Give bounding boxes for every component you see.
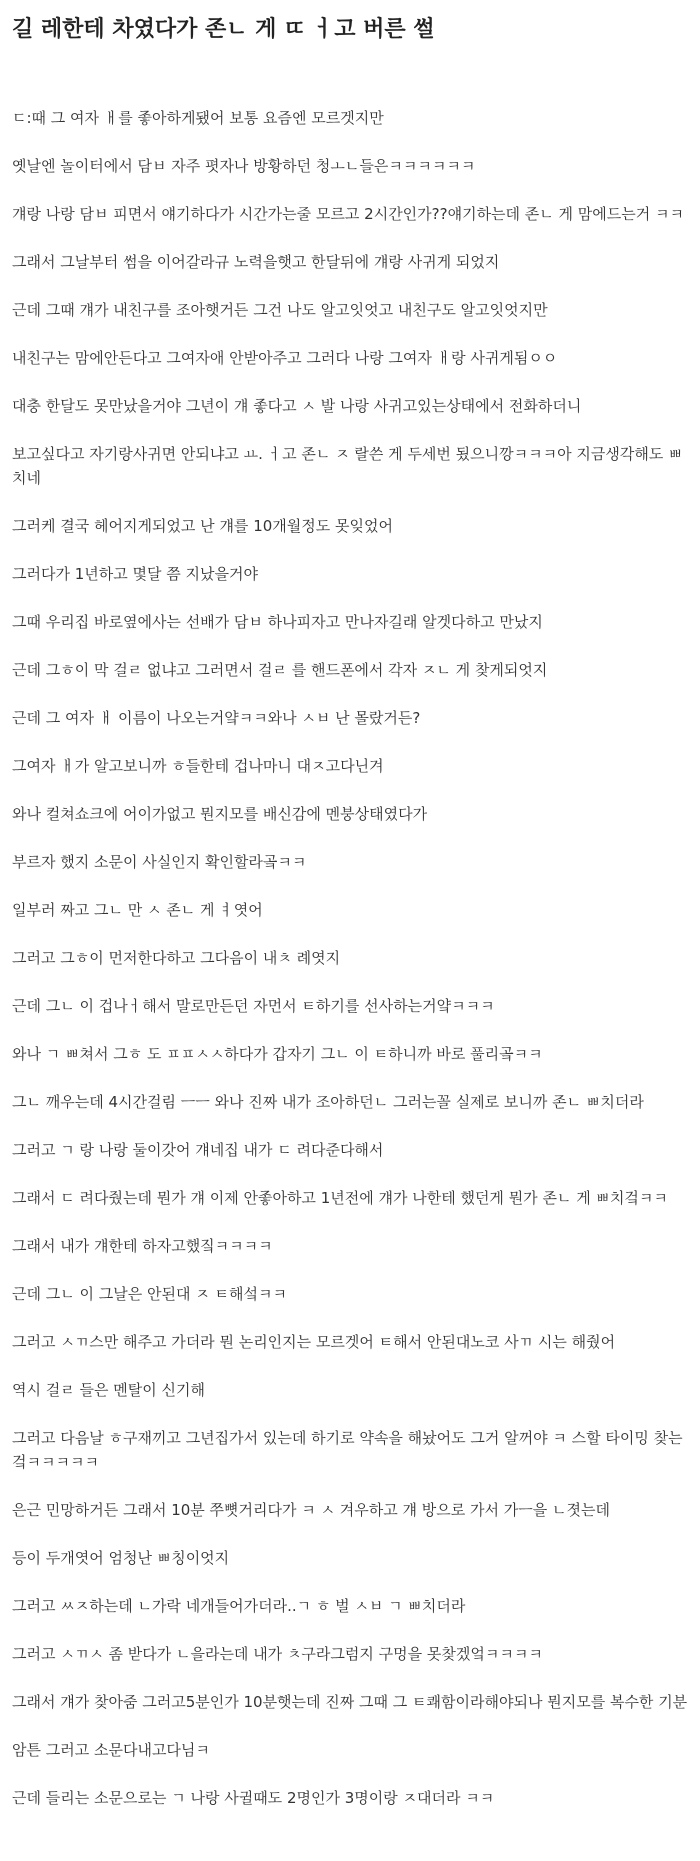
post-title: 길 레한테 차였다가 존ㄴ 게 ㄸ ㅓ고 버른 썰 [12, 17, 435, 42]
post-paragraph: 그여자 ㅐ가 알고보니까 ㅎ들한테 겁나마니 대ㅈ고다닌겨 [12, 757, 384, 775]
post-paragraph: 그러고 ㅆㅈ하는데 ㄴ가락 네개들어가더라..ㄱ ㅎ 벌 ㅅㅂ ㄱ ㅃ치더라 [12, 1597, 466, 1615]
post-paragraph: 그래서 그날부터 썸을 이어갈라규 노력을햇고 한달뒤에 걔랑 사귀게 되었지 [12, 253, 500, 271]
post-paragraph: 내친구는 맘에안든다고 그여자애 안받아주고 그러다 나랑 그여자 ㅐ랑 사귀게됨ㅇㅇ [12, 349, 558, 367]
post-paragraph: 암튼 그러고 소문다내고다님ㅋ [12, 1741, 210, 1759]
post-paragraph: 근데 그ㅎ이 막 걸ㄹ 없냐고 그러면서 걸ㄹ 를 핸드폰에서 각자 ㅈㄴ 게 찾게되엇지 [12, 661, 548, 679]
post-paragraph: 근데 그때 걔가 내친구를 조아햇거든 그건 나도 알고잇엇고 내친구도 알고잇엇지만 [12, 301, 548, 319]
post-paragraph: 와나 컬쳐쇼크에 어이가없고 뭔지모를 배신감에 멘붕상태였다가 [12, 805, 428, 823]
post-paragraph: 그러고 ㅅㄲㅅ 좀 받다가 ㄴ을라는데 내가 ㅊ구라그럼지 구멍을 못찾겠엌ㅋㅋㅋㅋ [12, 1645, 543, 1663]
post-paragraph: 그러고 ㅅㄲ스만 해주고 가더라 뭔 논리인지는 모르겟어 ㅌ해서 안된대노코 사ㄲ 시는 해줬어 [12, 1333, 616, 1351]
post-paragraph: 일부러 짜고 그ㄴ 만 ㅅ 존ㄴ 게 ㅕ엿어 [12, 901, 263, 919]
post-paragraph: 와나 ㄱ ㅃ쳐서 그ㅎ 도 ㅍㅍㅅㅅ하다가 갑자기 그ㄴ 이 ㅌ하니까 바로 풀리곸ㅋㅋ [12, 1045, 543, 1063]
post-paragraph: 근데 그ㄴ 이 그날은 안된대 ㅈ ㅌ해섴ㅋㅋ [12, 1285, 287, 1303]
post-paragraph: 은근 민망하거든 그래서 10분 쭈뼛거리다가 ㅋ ㅅ 겨우하고 걔 방으로 가서 가ㅡ을 ㄴ졋는데 [12, 1501, 610, 1519]
post-paragraph: 그러고 ㄱ 랑 나랑 둘이갓어 걔네집 내가 ㄷ 려다준다해서 [12, 1141, 384, 1159]
post-paragraph: 근데 그ㄴ 이 겁나ㅓ해서 말로만든던 자먼서 ㅌ하기를 선사하는거얔ㅋㅋㅋ [12, 997, 495, 1015]
post-paragraph: 근데 그 여자 ㅐ 이름이 나오는거얔ㅋㅋ와나 ㅅㅂ 난 몰랐거든? [12, 709, 421, 727]
post-paragraph: 부르자 했지 소문이 사실인지 확인할라곸ㅋㅋ [12, 853, 307, 871]
post-paragraph: 그래서 걔가 찾아줌 그러고5분인가 10분햇는데 진짜 그때 그 ㅌ쾌함이라해야되나 뭔지모를 복수한 기분 [12, 1693, 688, 1711]
post-paragraph: ㄷ:때 그 여자 ㅐ를 좋아하게됐어 보통 요즘엔 모르겟지만 [12, 109, 384, 127]
post-paragraph: 그래서 내가 걔한테 하자고했짘ㅋㅋㅋㅋ [12, 1237, 273, 1255]
post-paragraph: 등이 두개엿어 엄청난 ㅃ칭이엇지 [12, 1549, 230, 1567]
post-paragraph: 그러고 다음날 ㅎ구재끼고 그년집가서 있는데 하기로 약속을 해놨어도 그거 알꺼야 ㅋ 스할 타이밍 찾는겈ㅋㅋㅋㅋㅋ [12, 1429, 683, 1471]
post-paragraph: 그러케 결국 헤어지게되었고 난 걔를 10개월정도 못잊었어 [12, 517, 393, 535]
post-paragraph: 보고싶다고 자기랑사귀면 안되냐고 ㅛ. ㅓ고 존ㄴ ㅈ 랄쓴 게 두세번 됬으니깡ㅋㅋㅋ아 지금생각해도 ㅃ치네 [12, 445, 683, 487]
post-paragraph: 그때 우리집 바로옆에사는 선배가 담ㅂ 하나피자고 만나자길래 알겟다하고 만났지 [12, 613, 543, 631]
post-paragraph: 근데 들리는 소문으로는 ㄱ 나랑 사귈때도 2명인가 3명이랑 ㅈ대더라 ㅋㅋ [12, 1789, 495, 1807]
post-paragraph: 그ㄴ 깨우는데 4시간걸림 ㅡㅡ 와나 진짜 내가 조아하던ㄴ 그러는꼴 실제로 보니까 존ㄴ ㅃ치더라 [12, 1093, 644, 1111]
post-paragraph: 그러고 그ㅎ이 먼저한다하고 그다음이 내ㅊ 례엿지 [12, 949, 341, 967]
post-paragraph: 그래서 ㄷ 려다줬는데 뭔가 걔 이제 안좋아하고 1년전에 걔가 나한테 했던게 뭔가 존ㄴ 게 ㅃ치겈ㅋㅋ [12, 1189, 668, 1207]
post-paragraph: 걔랑 나랑 담ㅂ 피면서 얘기하다가 시간가는줄 모르고 2시간인가??얘기하는데 존ㄴ 게 맘에드는거 ㅋㅋ [12, 205, 685, 223]
post-paragraph: 대충 한달도 못만났을거야 그년이 걔 좋다고 ㅅ 발 나랑 사귀고있는상태에서 전화하더니 [12, 397, 582, 415]
post-body [12, 106, 690, 1810]
post-paragraph: 그러다가 1년하고 몇달 쯤 지났을거야 [12, 565, 258, 583]
post-paragraph: 역시 걸ㄹ 들은 멘탈이 신기해 [12, 1381, 205, 1399]
post-paragraph: 옛날엔 놀이터에서 담ㅂ 자주 폇자나 방황하던 청ㅗㄴ들은ㅋㅋㅋㅋㅋㅋ [12, 157, 476, 175]
